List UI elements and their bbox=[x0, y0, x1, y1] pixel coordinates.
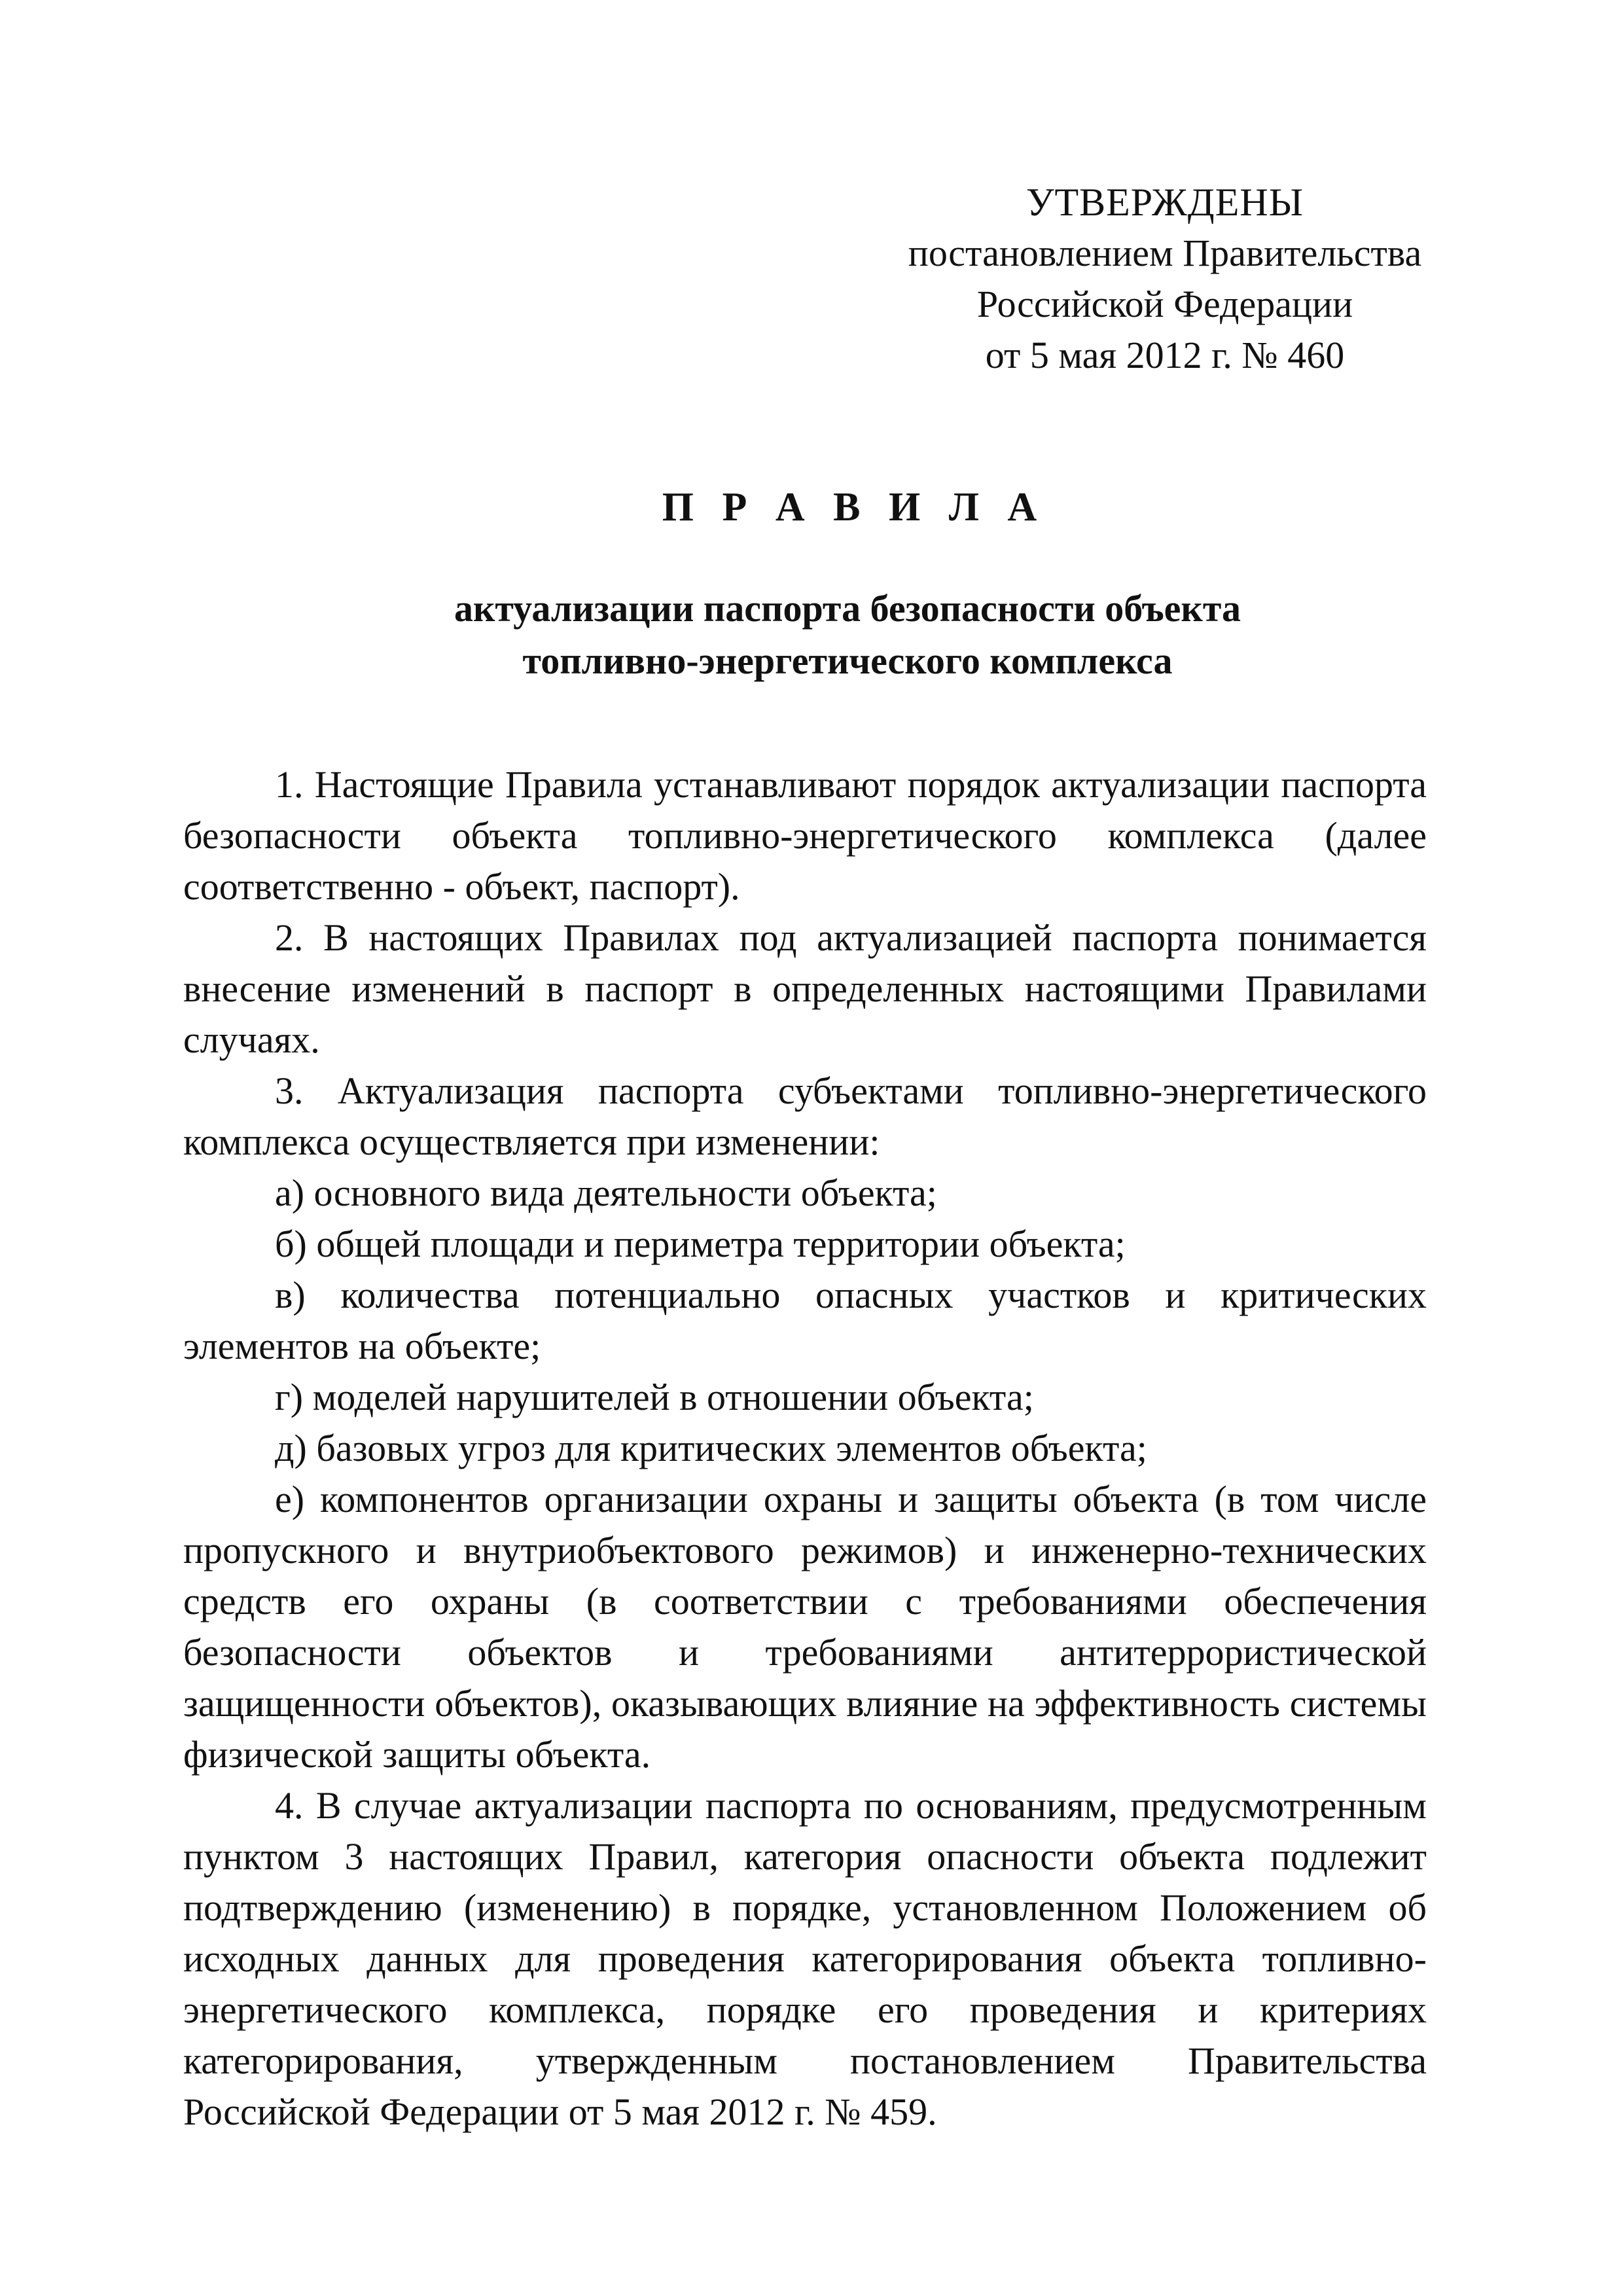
document-body bbox=[183, 759, 1427, 2138]
paragraph-4: 4. В случае актуализации паспорта по основаниям, предусмотренным пунктом 3 настоящих Правил, категория опасности объекта подлежит подтверждению (изменению) в порядке, установленном Положением об исходных данных для проведения категорирования объекта топливно-энергетического комплекса, порядке его проведения и критериях категорирования, утвержденным постановлением Правительства Российской Федерации от 5 мая 2012 г. № 459. bbox=[183, 1784, 1427, 2133]
subtitle-line-2: топливно-энергетического комплекса bbox=[522, 639, 1173, 682]
paragraph-1: 1. Настоящие Правила устанавливают порядок актуализации паспорта безопасности объекта топливно-энергетического комплекса (далее соответственно - объект, паспорт). bbox=[183, 763, 1427, 908]
paragraph-2: 2. В настоящих Правилах под актуализацией паспорта понимается внесение изменений в паспорт в определенных настоящими Правилами случаях. bbox=[183, 916, 1427, 1061]
approval-stamp bbox=[838, 177, 1492, 381]
document-subtitle bbox=[0, 583, 1623, 687]
list-item-b: б) общей площади и периметра территории объекта; bbox=[275, 1223, 1126, 1265]
list-item-e: е) компонентов организации охраны и защиты объекта (в том числе пропускного и внутриобъектового режимов) и инженерно-технических средств его охраны (в соответствии с требованиями обеспечения безопасности объектов и требованиями антитеррористической защищенности объектов), оказывающих влияние на эффективность системы физической защиты объекта. bbox=[183, 1478, 1427, 1776]
approval-line-3: от 5 мая 2012 г. № 460 bbox=[985, 334, 1345, 376]
document-title: П Р А В И Л А bbox=[662, 485, 1046, 529]
list-item-v: в) количества потенциально опасных участков и критических элементов на объекте; bbox=[183, 1274, 1427, 1367]
list-item-a: а) основного вида деятельности объекта; bbox=[275, 1172, 937, 1214]
approval-line-2: Российской Федерации bbox=[976, 283, 1353, 325]
list-item-d: д) базовых угроз для критических элементов объекта; bbox=[275, 1427, 1147, 1469]
list-item-g: г) моделей нарушителей в отношении объекта; bbox=[275, 1376, 1034, 1418]
approval-heading: УТВЕРЖДЕНЫ bbox=[1026, 181, 1304, 224]
approval-line-1: постановлением Правительства bbox=[908, 232, 1422, 274]
paragraph-3: 3. Актуализация паспорта субъектами топливно-энергетического комплекса осуществляется при изменении: bbox=[183, 1069, 1427, 1163]
subtitle-line-1: актуализации паспорта безопасности объекта bbox=[454, 587, 1241, 630]
